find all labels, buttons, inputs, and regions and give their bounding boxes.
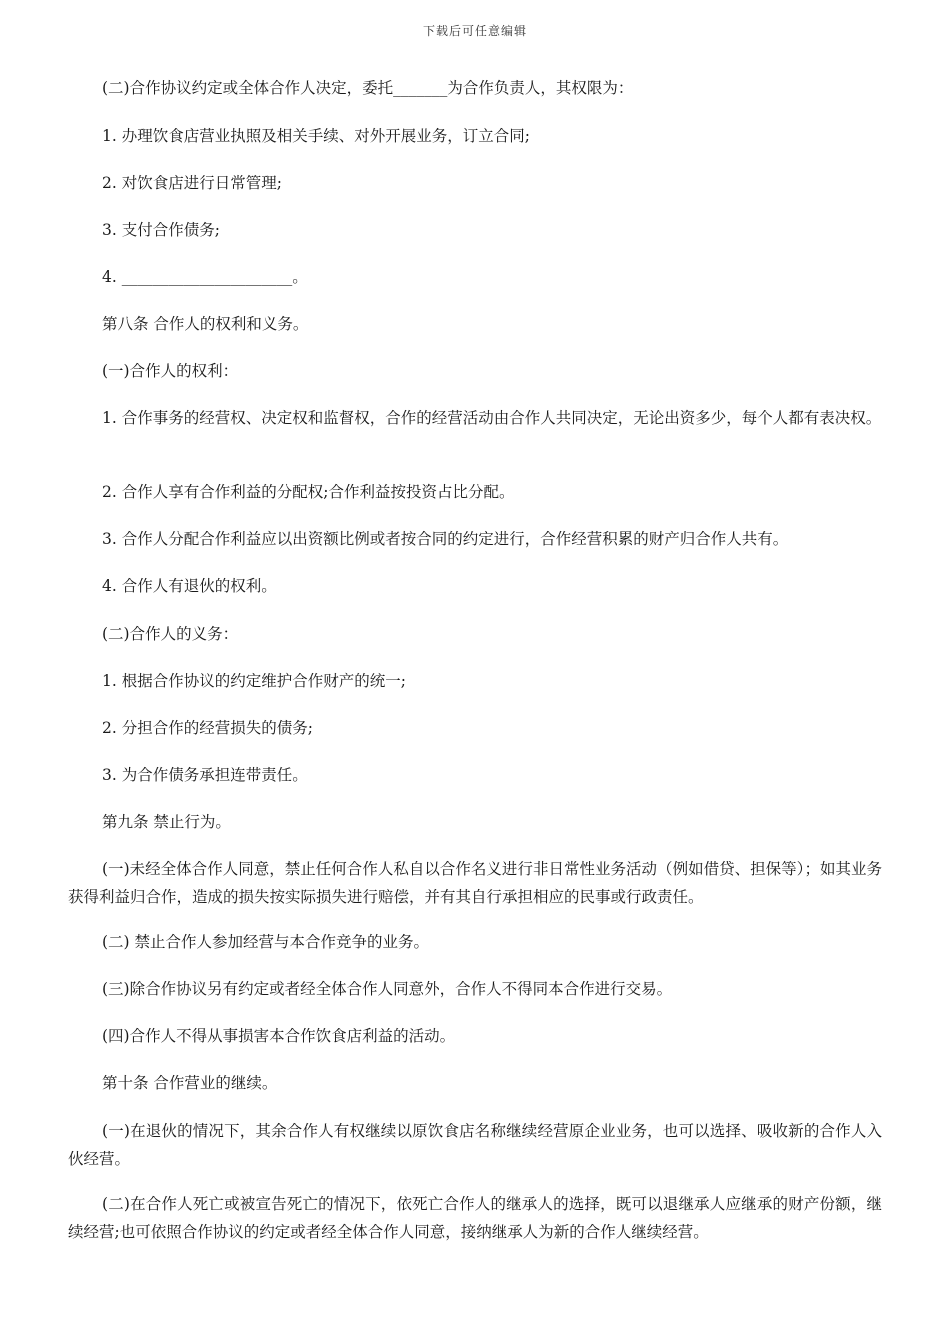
paragraph: 3. 合作人分配合作利益应以出资额比例或者按合同的约定进行，合作经营积累的财产归合作人共有。 <box>102 530 789 548</box>
paragraph: (一)未经全体合作人同意，禁止任何合作人私自以合作名义进行非日常性业务活动（例如借贷、担保等）；如其业务获得利益归合作，造成的损失按实际损失进行赔偿，并有其自行承担相应的民事或行政责任。 <box>68 860 882 906</box>
paragraph: (二) 禁止合作人参加经营与本合作竞争的业务。 <box>102 933 430 951</box>
paragraph: (四)合作人不得从事损害本合作饮食店利益的活动。 <box>102 1027 456 1045</box>
paragraph: (一)在退伙的情况下，其余合作人有权继续以原饮食店名称继续经营原企业业务，也可以选择、吸收新的合作人入伙经营。 <box>68 1122 882 1168</box>
paragraph: 4. ______________________。 <box>102 268 308 286</box>
page-header: 下载后可任意编辑 <box>422 24 527 38</box>
paragraph: (二)合作协议约定或全体合作人决定，委托_______为合作负责人，其权限为： <box>102 79 634 97</box>
paragraph: (二)在合作人死亡或被宣告死亡的情况下，依死亡合作人的继承人的选择，既可以退继承人应继承的财产份额，继续经营;也可依照合作协议的约定或者经全体合作人同意，接纳继承人为新的合作人继续经营。 <box>68 1195 882 1241</box>
paragraph: 1. 办理饮食店营业执照及相关手续、对外开展业务，订立合同; <box>102 127 530 145</box>
paragraph: 2. 合作人享有合作利益的分配权;合作利益按投资占比分配。 <box>102 483 515 501</box>
paragraph: 1. 根据合作协议的约定维护合作财产的统一; <box>102 672 406 690</box>
paragraph: (三)除合作协议另有约定或者经全体合作人同意外，合作人不得同本合作进行交易。 <box>102 980 673 998</box>
paragraph: 3. 为合作债务承担连带责任。 <box>102 766 308 784</box>
paragraph: 3. 支付合作债务; <box>102 221 220 239</box>
paragraph: 1. 合作事务的经营权、决定权和监督权，合作的经营活动由合作人共同决定，无论出资多少，每个人都有表决权。 <box>102 409 882 427</box>
paragraph: (二)合作人的义务： <box>102 625 239 643</box>
section-heading: 第九条 禁止行为。 <box>102 813 231 831</box>
paragraph: 4. 合作人有退伙的权利。 <box>102 577 277 595</box>
paragraph: (一)合作人的权利： <box>102 362 239 380</box>
section-heading: 第十条 合作营业的继续。 <box>102 1074 278 1092</box>
paragraph: 2. 分担合作的经营损失的债务; <box>102 719 313 737</box>
section-heading: 第八条 合作人的权利和义务。 <box>102 315 309 333</box>
paragraph: 2. 对饮食店进行日常管理; <box>102 174 282 192</box>
